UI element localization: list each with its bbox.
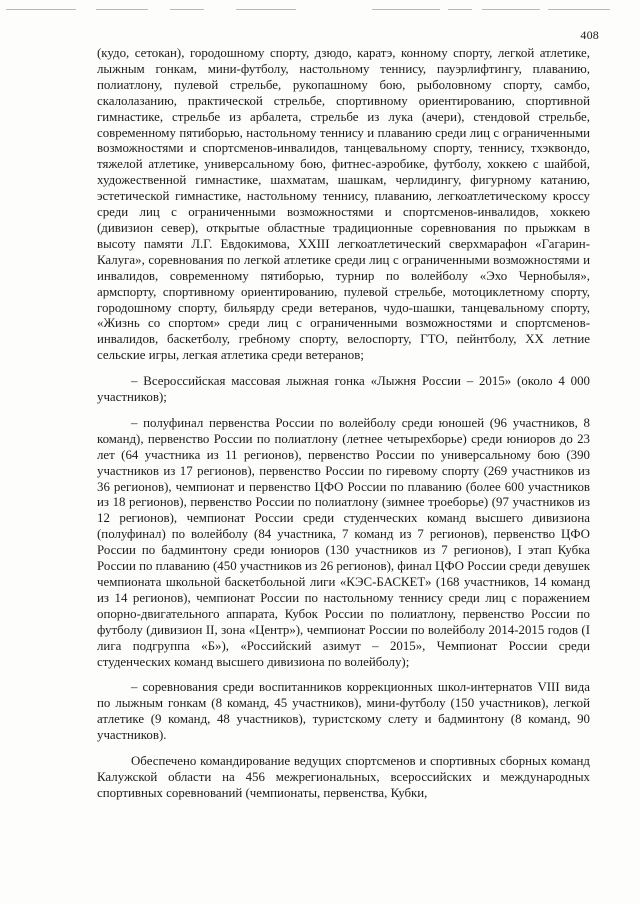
scan-header-artifact [0, 0, 640, 14]
paragraph-sports-list: (кудо, сетокан), городошному спорту, дзюдо, каратэ, конному спорту, легкой атлетике, лыжным гонкам, мини-футболу, настольному теннису, пауэрлифтингу, плаванию, полиатлону, пулевой стрельбе, рукопашному бою, рыболовному спорту, самбо, скалолазанию, практической стрельбе, спортивному ориентированию, спортивной гимнастике, стрельбе из арбалета, стрельбе из лука (ачери), стендовой стрельбе, современному пятиборью, настольному теннису и плаванию среди лиц с ограниченными возможностями и спортсменов-инвалидов, танцевальному спорту, теннису, тхэквондо, тяжелой атлетике, универсальному бою, фитнес-аэробике, футболу, хоккею с шайбой, художественной гимнастике, шахматам, шашкам, черлидингу, фигурному катанию, эстетической гимнастике, настольному теннису, плаванию, легкоатлетическому кроссу среди лиц с ограниченными возможностями и спортсменов-инвалидов, хоккею (дивизион север), открытые областные традиционные соревнования по прыжкам в высоту памяти Л.Г. Евдокимова, XXIII легкоатлетический сверхмарафон «Гагарин-Калуга», соревнования по легкой атлетике среди лиц с ограниченными возможностями и инвалидов, современному пятиборью, турнир по волейболу «Эхо Чернобыля», армспорту, спортивному ориентированию, пулевой стрельбе, мотоциклетному спорту, городошному спорту, бильярду среди ветеранов, чудо-шашки, танцевальному спорту, «Жизнь со спортом» среди лиц с ограниченными возможностями и спортсменов-инвалидов, баскетболу, гребному спорту, велоспорту, ГТО, пейнтболу, XX летние сельские игры, легкая атлетика среди ветеранов; [97, 46, 590, 363]
paragraph-championships: – полуфинал первенства России по волейболу среди юношей (96 участников, 8 команд), первенство России по полиатлону (летнее четырехборье) среди юниоров до 23 лет (64 участника из 11 регионов), первенство России по универсальному бою (390 участников из 17 регионов), первенство России по гиревому спорту (269 участников из 36 регионов), чемпионат и первенство ЦФО России по плаванию (более 600 участников из 18 регионов), первенство России по полиатлону (зимнее троеборье) (97 участников из 12 регионов), чемпионат России среди студенческих команд высшего дивизиона (полуфинал) по волейболу (84 участника, 7 команд из 7 регионов), первенство ЦФО России по бадминтону среди юниоров (130 участников из 7 регионов), I этап Кубка России по плаванию (450 участников из 26 регионов), финал ЦФО России среди девушек чемпионата школьной баскетбольной лиги «КЭС-БАСКЕТ» (168 участников, 14 команд из 14 регионов), чемпионат России по настольному теннису среди лиц с поражением опорно-двигательного аппарата, Кубок России по полиатлону, первенство России по футболу (дивизион II, зона «Центр»), чемпионат России по волейболу 2014-2015 годов (I лига подгруппа «Б»), «Российский азимут – 2015», Чемпионат России среди студенческих команд высшего дивизиона по волейболу); [97, 415, 590, 669]
paragraph-boarding-schools: – соревнования среди воспитанников коррекционных школ-интернатов VIII вида по лыжным гонкам (8 команд, 45 участников), мини-футболу (150 участников), легкой атлетике (9 команд, 48 участников), туристскому слету и бадминтону (8 команд, 90 участников). [97, 680, 590, 743]
paragraph-ski-race: – Всероссийская массовая лыжная гонка «Лыжня России – 2015» (около 4 000 участников); [97, 374, 590, 405]
page-number: 408 [580, 28, 599, 42]
document-body [97, 46, 590, 802]
paragraph-team-travel: Обеспечено командирование ведущих спортсменов и спортивных сборных команд Калужской области на 456 межрегиональных, всероссийских и международных спортивных соревнований (чемпионаты, первенства, Кубки, [97, 754, 590, 800]
